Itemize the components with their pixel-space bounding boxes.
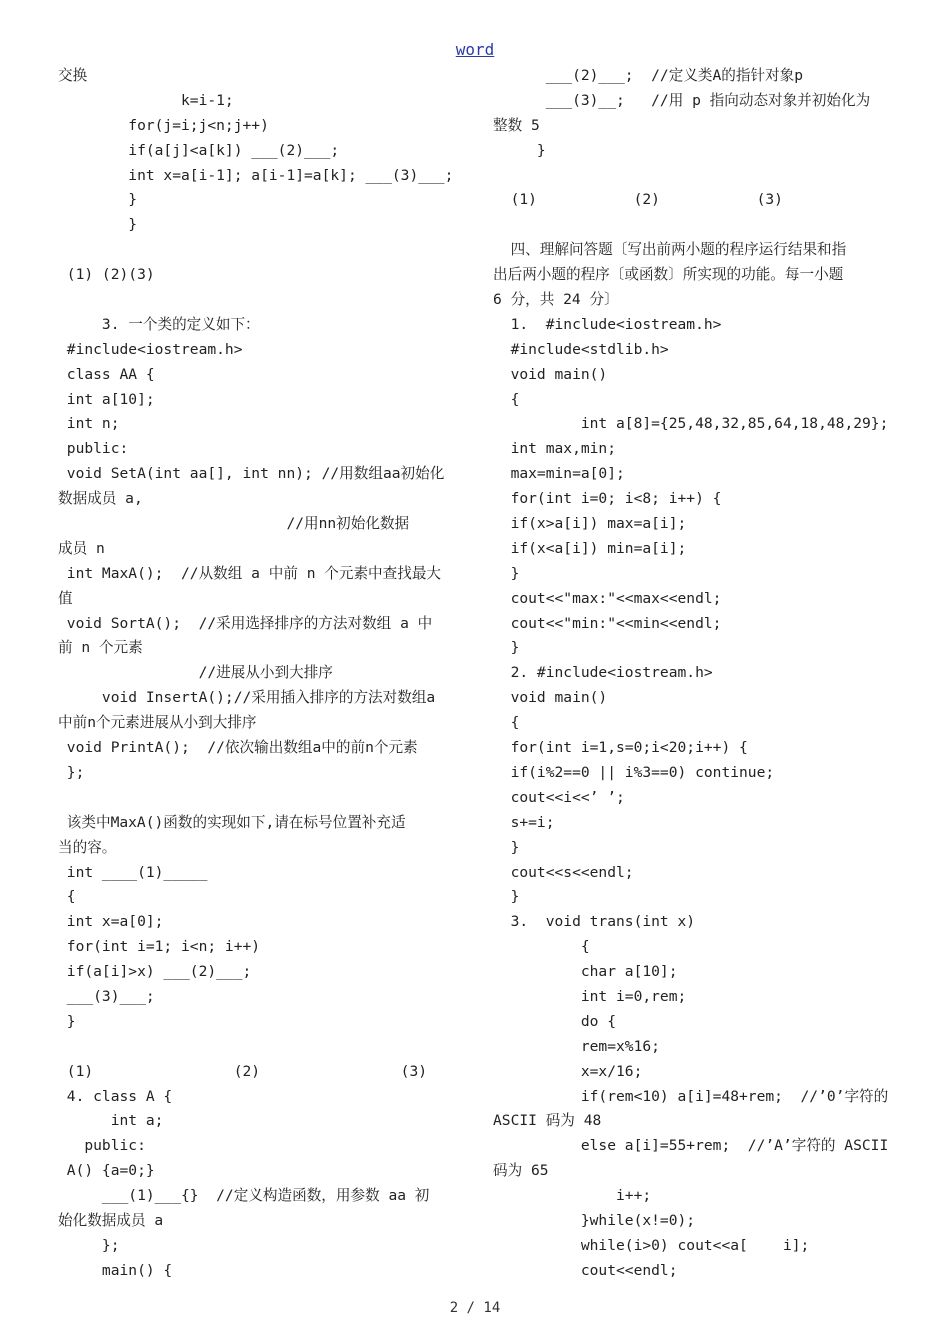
text-line: }	[493, 141, 546, 159]
text-line: 1. #include<iostream.h>	[493, 315, 722, 333]
text-line: ___(3)__; //用 p 指向动态对象并初始化为	[493, 91, 871, 109]
text-line: 四、理解问答题〔写出前两小题的程序运行结果和指	[493, 241, 847, 259]
text-line: if(x>a[i]) max=a[i];	[493, 515, 687, 533]
text-line: 中前n个元素进展从小到大排序	[58, 714, 257, 732]
text-line: cout<<"max:"<<max<<endl;	[493, 589, 722, 607]
text-line: (1) (2)(3)	[58, 266, 155, 284]
text-line: {	[493, 938, 590, 956]
text-line: }	[493, 564, 520, 582]
text-line: cout<<endl;	[493, 1261, 678, 1279]
text-line: 成员 n	[58, 539, 105, 557]
text-line: {	[493, 714, 520, 732]
text-line: ___(2)___; //定义类A的指针对象p	[493, 67, 804, 84]
text-line: }	[493, 888, 520, 906]
text-line: public:	[58, 1137, 146, 1155]
text-line: char a[10];	[493, 963, 678, 981]
text-line: void main()	[493, 365, 608, 383]
text-line: int ____(1)_____	[58, 863, 208, 881]
text-line	[493, 213, 895, 238]
text-line: };	[58, 763, 85, 781]
text-line: for(int i=1,s=0;i<20;i++) {	[493, 739, 748, 757]
text-line: ___(3)___;	[58, 987, 155, 1005]
page-number: 2 / 14	[449, 1300, 501, 1316]
text-line: 交换	[58, 67, 88, 84]
text-line: 始化数据成员 a	[58, 1211, 164, 1229]
text-line	[58, 238, 460, 263]
header-title[interactable]: word	[455, 40, 495, 59]
text-line: }	[58, 216, 138, 234]
text-line: do {	[493, 1012, 617, 1030]
text-line: k=i-1;	[58, 91, 234, 109]
text-line	[58, 288, 460, 313]
text-line: cout<<"min:"<<min<<endl;	[493, 614, 722, 632]
text-line: }	[58, 1012, 76, 1030]
text-line: else a[i]=55+rem; //’A’字符的 ASCII	[493, 1137, 889, 1155]
text-line: (1) (2) (3)	[493, 191, 783, 209]
text-line: for(int i=0; i<8; i++) {	[493, 490, 722, 508]
text-line: //进展从小到大排序	[58, 664, 333, 682]
text-line: };	[58, 1236, 120, 1254]
text-line: void SortA(); //采用选择排序的方法对数组 a 中	[58, 614, 433, 632]
text-line: 整数 5	[493, 116, 540, 134]
text-line: void PrintA(); //依次输出数组a中的前n个元素	[58, 739, 418, 757]
text-line: void InsertA();//采用插入排序的方法对数组a	[58, 689, 436, 707]
text-line: if(x<a[i]) min=a[i];	[493, 539, 687, 557]
text-line: if(a[i]>x) ___(2)___;	[58, 963, 252, 981]
text-line: 前 n 个元素	[58, 639, 143, 657]
text-line: #include<iostream.h>	[58, 340, 243, 358]
text-line: 值	[58, 589, 73, 607]
text-line: for(j=i;j<n;j++)	[58, 116, 269, 134]
text-line: ___(1)___{} //定义构造函数，用参数 aa 初	[58, 1187, 430, 1205]
text-line: int a;	[58, 1112, 164, 1130]
left-column	[58, 64, 460, 1284]
text-line	[493, 164, 895, 189]
page-header	[0, 40, 950, 59]
text-line: 数据成员 a,	[58, 490, 143, 508]
text-line: int x=a[0];	[58, 913, 164, 931]
text-line: if(i%2==0 || i%3==0) continue;	[493, 763, 775, 781]
text-line: if(a[j]<a[k]) ___(2)___;	[58, 141, 340, 159]
text-line: 3. void trans(int x)	[493, 913, 696, 931]
text-line: for(int i=1; i<n; i++)	[58, 938, 261, 956]
text-line: }	[493, 838, 520, 856]
text-line: 6 分，共 24 分〕	[493, 291, 619, 309]
text-line: cout<<i<<’ ’;	[493, 788, 625, 806]
text-line: int MaxA(); //从数组 a 中前 n 个元素中查找最大	[58, 564, 442, 582]
text-line	[58, 786, 460, 811]
text-line: {	[58, 888, 76, 906]
text-line: #include<stdlib.h>	[493, 340, 669, 358]
text-line: public:	[58, 440, 129, 458]
text-line: while(i>0) cout<<a[ i];	[493, 1236, 810, 1254]
text-line: }	[493, 639, 520, 657]
text-line: if(rem<10) a[i]=48+rem; //’0’字符的	[493, 1087, 889, 1105]
text-line: void SetA(int aa[], int nn); //用数组aa初始化	[58, 465, 445, 483]
text-line: //用nn初始化数据	[58, 515, 410, 533]
text-line: 4. class A {	[58, 1087, 173, 1105]
text-line	[58, 1035, 460, 1060]
text-line: x=x/16;	[493, 1062, 643, 1080]
text-line: int a[10];	[58, 390, 155, 408]
text-line: int a[8]={25,48,32,85,64,18,48,29};	[493, 415, 889, 433]
text-line: int n;	[58, 415, 120, 433]
text-line: max=min=a[0];	[493, 465, 625, 483]
text-line: }	[58, 191, 138, 209]
text-line: void main()	[493, 689, 608, 707]
text-line: s+=i;	[493, 813, 555, 831]
text-line: {	[493, 390, 520, 408]
text-line: 码为 65	[493, 1162, 549, 1180]
text-line: class AA {	[58, 365, 155, 383]
text-line: rem=x%16;	[493, 1037, 660, 1055]
text-line: A() {a=0;}	[58, 1162, 155, 1180]
text-line: 该类中MaxA()函数的实现如下,请在标号位置补充适	[58, 813, 406, 831]
text-line: int i=0,rem;	[493, 987, 687, 1005]
text-line: 当的容。	[58, 838, 117, 856]
text-line: int max,min;	[493, 440, 617, 458]
text-line: ASCII 码为 48	[493, 1112, 602, 1130]
text-line: cout<<s<<endl;	[493, 863, 634, 881]
text-line: int x=a[i-1]; a[i-1]=a[k]; ___(3)___;	[58, 166, 454, 184]
text-line: 3. 一个类的定义如下：	[58, 315, 260, 333]
text-line: 出后两小题的程序〔或函数〕所实现的功能。每一小题	[493, 266, 844, 284]
text-line: i++;	[493, 1187, 652, 1205]
text-line: }while(x!=0);	[493, 1211, 696, 1229]
right-column	[493, 64, 895, 1284]
text-line: (1) (2) (3)	[58, 1062, 428, 1080]
text-line: main() {	[58, 1261, 173, 1279]
text-line: 2. #include<iostream.h>	[493, 664, 713, 682]
